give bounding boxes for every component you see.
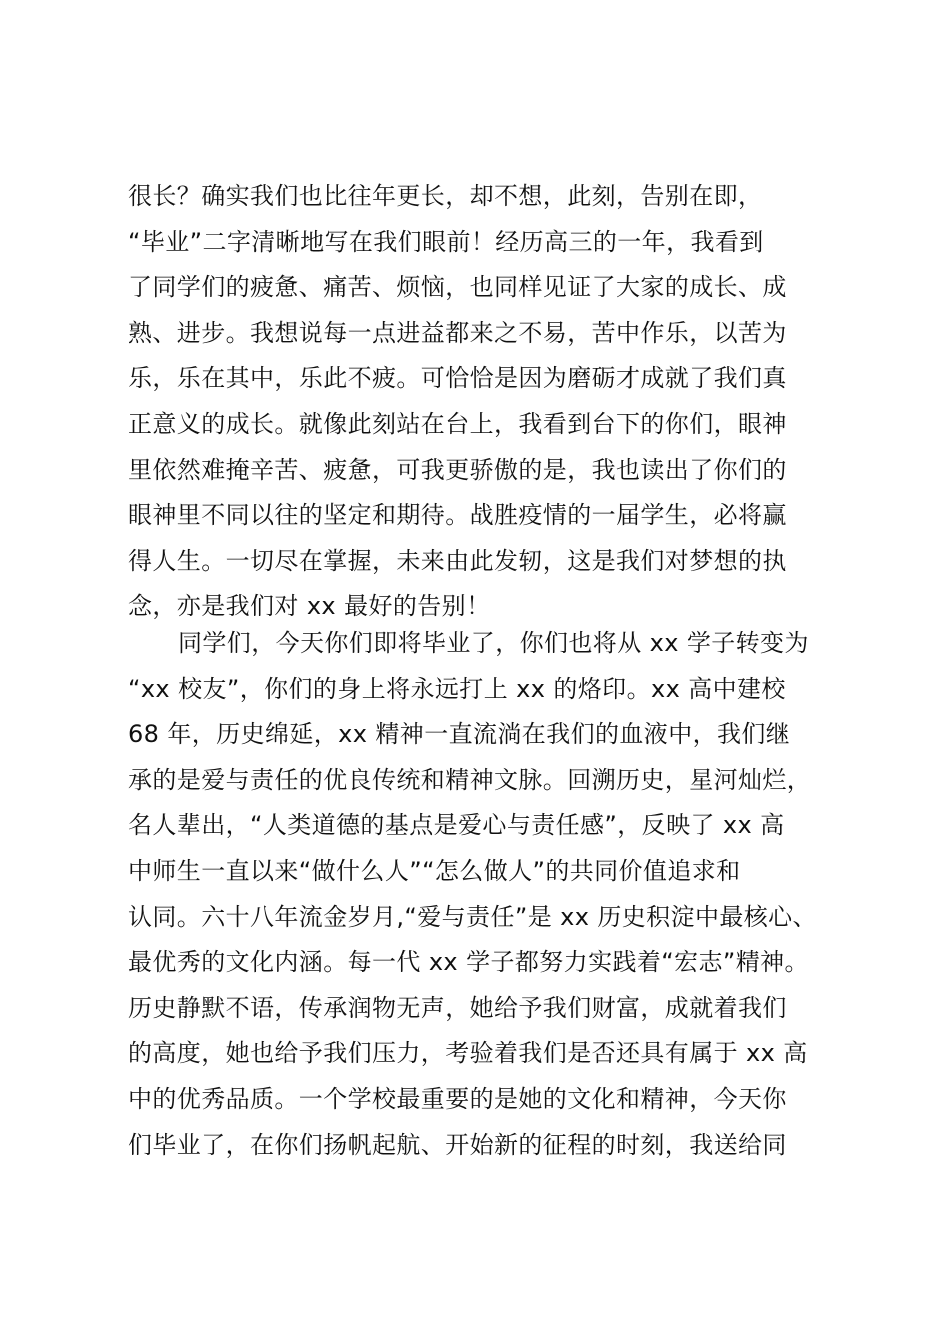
text-line: 名人辈出，“人类道德的基点是爱心与责任感”，反映了 xx 高 <box>128 811 785 840</box>
text-line: “毕业”二字清晰地写在我们眼前！经历高三的一年，我看到 <box>128 227 764 256</box>
text-line: 68 年，历史绵延，xx 精神一直流淌在我们的血液中，我们继 <box>128 720 791 749</box>
text-line: 了同学们的疲惫、痛苦、烦恼，也同样见证了大家的成长、成 <box>128 273 787 302</box>
text-line: 认同。六十八年流金岁月,“爱与责任”是 xx 历史积淀中最核心、 <box>128 902 817 931</box>
text-line: 中的优秀品质。一个学校最重要的是她的文化和精神，今天你 <box>128 1084 787 1113</box>
text-line: 正意义的成长。就像此刻站在台上，我看到台下的你们，眼神 <box>128 409 787 438</box>
text-line: 最优秀的文化内涵。每一代 xx 学子都努力实践着“宏志”精神。 <box>128 948 809 977</box>
text-line: 中师生一直以来“做什么人”“怎么做人”的共同价值追求和 <box>128 856 741 885</box>
text-line: 眼神里不同以往的坚定和期待。战胜疫情的一届学生，必将赢 <box>128 501 787 530</box>
paragraph-2 <box>128 621 848 1168</box>
text-line-indented: 同学们，今天你们即将毕业了，你们也将从 xx 学子转变为 <box>178 629 809 657</box>
text-line: 得人生。一切尽在掌握，未来由此发轫，这是我们对梦想的执 <box>128 546 787 575</box>
text-line: 熟、进步。我想说每一点进益都来之不易，苦中作乐，以苦为 <box>128 318 787 347</box>
text-line: 很长？确实我们也比往年更长，却不想，此刻，告别在即， <box>128 182 763 210</box>
text-line: 历史静默不语，传承润物无声，她给予我们财富，成就着我们 <box>128 993 787 1022</box>
text-line: 承的是爱与责任的优良传统和精神文脉。回溯历史，星河灿烂， <box>128 765 812 794</box>
text-line: 们毕业了，在你们扬帆起航、开始新的征程的时刻，我送给同 <box>128 1130 787 1159</box>
text-line: 里依然难掩辛苦、疲惫，可我更骄傲的是，我也读出了你们的 <box>128 455 787 484</box>
text-line: “xx 校友”，你们的身上将永远打上 xx 的烙印。xx 高中建校 <box>128 674 786 703</box>
text-line: 念，亦是我们对 xx 最好的告别！ <box>128 592 491 621</box>
text-line: 的高度，她也给予我们压力，考验着我们是否还具有属于 xx 高 <box>128 1039 808 1068</box>
text-line: 乐，乐在其中，乐此不疲。可恰恰是因为磨砺才成就了我们真 <box>128 364 787 393</box>
paragraph-1 <box>128 174 848 630</box>
